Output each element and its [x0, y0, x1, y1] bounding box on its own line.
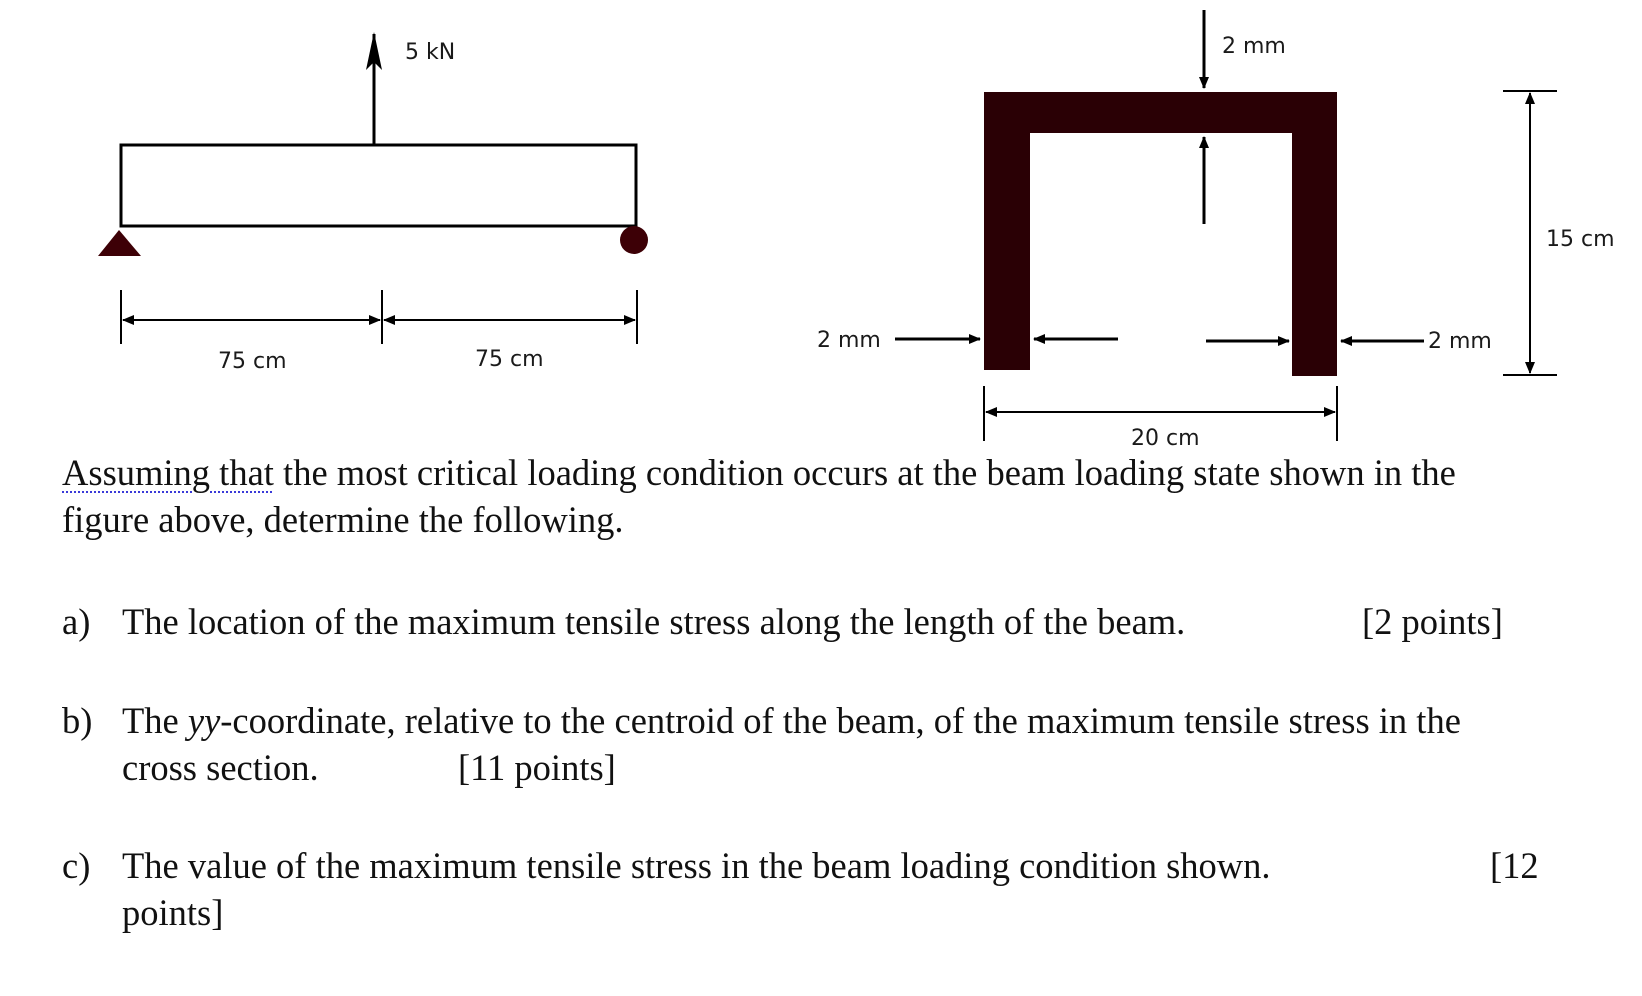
intro-line-2: figure above, determine the following. — [62, 499, 624, 540]
question-b-text — [122, 697, 1461, 744]
height-label: 15 cm — [1546, 227, 1615, 252]
channel-section — [984, 92, 1337, 376]
question-b — [62, 697, 1622, 791]
question-c-marker: c) — [62, 845, 91, 886]
intro-line-1-rest: the most critical loading condition occurs at the beam loading state shown in the — [273, 452, 1456, 493]
span-left-label: 75 cm — [218, 349, 287, 374]
question-c-points-part2: points] — [122, 892, 224, 933]
span-right-label: 75 cm — [475, 347, 544, 372]
load-label: 5 kN — [405, 40, 456, 65]
roller-support — [620, 226, 648, 254]
question-a-points: [2 points] — [1362, 601, 1503, 642]
question-c — [62, 842, 1562, 936]
intro-line-1 — [62, 449, 1610, 496]
question-b-marker: b) — [62, 700, 93, 741]
spellcheck-underlined-text: Assuming that — [62, 452, 274, 493]
question-a-marker: a) — [62, 601, 91, 642]
left-thickness-label: 2 mm — [817, 328, 881, 353]
beam-body — [121, 145, 636, 226]
question-b-text-line2: cross section. — [122, 747, 319, 788]
question-b-points: [11 points] — [458, 747, 616, 788]
question-a — [62, 598, 1562, 645]
question-b-italic-yy: yy — [187, 700, 221, 741]
beam-diagram — [98, 32, 648, 374]
problem-intro — [62, 449, 1610, 543]
pin-support — [98, 230, 141, 256]
width-label: 20 cm — [1131, 426, 1200, 450]
right-thickness-label: 2 mm — [1428, 329, 1492, 354]
question-c-text: The value of the maximum tensile stress in the beam loading condition shown. — [122, 845, 1271, 886]
cross-section-diagram — [817, 10, 1615, 450]
question-b-text-before: The — [122, 700, 188, 741]
top-thickness-label: 2 mm — [1222, 34, 1286, 59]
question-c-points-part1: [12 — [1490, 845, 1539, 886]
question-b-text-after: -coordinate, relative to the centroid of the beam, of the maximum tensile stress in the — [220, 700, 1461, 741]
beam-figure — [0, 0, 1642, 450]
question-a-text: The location of the maximum tensile stress along the length of the beam. — [122, 601, 1186, 642]
